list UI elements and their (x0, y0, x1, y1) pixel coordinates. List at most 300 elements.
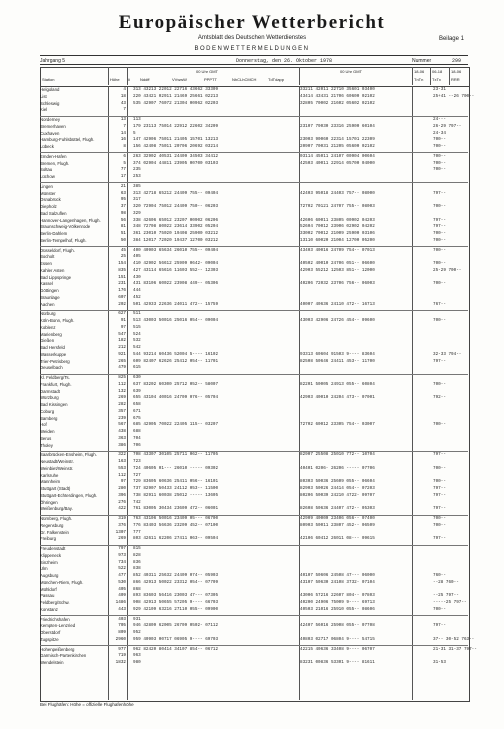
station-row (40, 560, 468, 565)
obs-group-2: 72702 60012 23305 754-- 03007 (300, 422, 375, 428)
station-name: Deuselbach (40, 365, 63, 371)
obs-group-1: 317 (133, 197, 141, 203)
obs-group-2: 93313 60604 91503 9---- 83604 (300, 351, 375, 357)
obs-group-1: 777 (133, 529, 141, 535)
station-height: 522 (118, 566, 126, 572)
station-row (40, 553, 468, 558)
station-name: Bremen, Flugh. (40, 160, 70, 166)
obs-group-1: 803 42611 62206 27411 063-- 09504 (133, 536, 219, 542)
obs-extra: 700-- (433, 479, 446, 485)
obs-group-1: 852 40311 25632 24409 074-- 05903 (133, 573, 219, 578)
station-row (40, 607, 468, 612)
station-row (40, 107, 468, 112)
obs-group-2: 40206 72032 23706 756-- 06003 (300, 281, 375, 287)
obs-extra: -----25 797-- (433, 600, 467, 605)
station-name: Bad Lippspringe (40, 274, 72, 280)
station-row (40, 224, 468, 229)
station-name: Weißenburg/Bay. (40, 506, 73, 512)
station-row (40, 144, 468, 149)
obs-extra: 700-- (433, 381, 446, 387)
station-height: 1307 (115, 529, 126, 535)
obs-group-1: 658 (133, 402, 141, 407)
col-t2: 06-18 (432, 69, 443, 74)
beilage-label: Beilage 1 (438, 36, 464, 42)
obs-extra: 24-34 (433, 130, 446, 136)
station-row (40, 268, 468, 273)
station-name: Braunschweig-Völkenrode (40, 224, 91, 230)
station-name: Kiel (40, 107, 48, 113)
station-name: Norderney (40, 117, 61, 122)
station-name: Gießen (40, 338, 55, 344)
obs-group-1: 320 72904 75012 24409 750-- 06203 (133, 204, 219, 209)
station-name: Essen (40, 261, 52, 266)
station-row (40, 573, 468, 578)
obs-group-1: 946 42809 62005 26709 0502- 07112 (133, 623, 219, 629)
station-name: Bamberg (40, 415, 58, 421)
obs-group-1: 410 42902 56612 25909 0642- 09004 (133, 261, 219, 266)
station-name: Hohenpeißenberg (40, 646, 75, 652)
station-row (40, 617, 468, 622)
station-name: Gr. Falkenstein (40, 529, 69, 535)
obs-group-1: 763 43106 50016 23409 05--- 06700 (133, 516, 219, 521)
station-name: Stuttgart-Echterdingen, Flugh. (40, 492, 98, 498)
obs-extra: 32-33 794-- (433, 351, 462, 357)
obs-group-1: 329 (133, 210, 141, 216)
station-row (40, 402, 468, 407)
station-row (40, 101, 468, 106)
report-subtitle: Amtsblatt des Deutschen Wetterdienstes (197, 35, 307, 41)
station-height: 2960 (115, 636, 126, 642)
obs-group-1: 235 (133, 167, 141, 173)
obs-group-2: 33211 42011 22710 35601 03400 (300, 87, 375, 92)
obs-group-1: 706 (133, 442, 141, 448)
station-name: Kassel (40, 281, 53, 287)
station-height: 56 (120, 217, 126, 223)
station-name: Regensburg (40, 522, 64, 528)
obs-group-2: 80903 50011 23807 452-- 06509 (300, 522, 375, 528)
station-list (40, 87, 477, 699)
station-name: Diepholz (40, 204, 57, 209)
obs-group-1: 313 42718 65212 24409 755-- 09404 (133, 190, 219, 196)
station-name: Feldberg/Schw. (40, 600, 70, 605)
nummer-value: 299 (452, 58, 462, 64)
obs-extra: 797-- (433, 217, 446, 223)
station-row (40, 653, 468, 658)
obs-extra: 25-29 700-- (433, 267, 462, 273)
station-name: Würzburg (40, 395, 59, 401)
station-height: 553 (118, 465, 126, 471)
station-row (40, 452, 468, 457)
obs-extra: 797-- (433, 623, 446, 629)
obs-group-2: 82907 25508 25010 772-- 10704 (300, 452, 375, 458)
station-row (40, 479, 468, 484)
station-name: Cuxhaven (40, 130, 60, 136)
station-height: 409 (118, 593, 126, 599)
station-row (40, 359, 468, 364)
obs-group-2: 40401 0206- 26206 ----- 07706 (300, 465, 375, 471)
station-height: 112 (118, 472, 126, 478)
station-name: Berlin-Tempelhof, Flugh. (40, 237, 87, 243)
station-name: Ulm (40, 566, 48, 572)
station-name: Augsburg (40, 573, 59, 578)
station-name: Freudenstadt (40, 546, 66, 551)
station-height: 63 (120, 190, 126, 196)
station-row (40, 161, 468, 166)
station-name: Hof (40, 422, 47, 428)
station-row (40, 600, 468, 605)
obs-group-1: 532 (133, 338, 141, 344)
obs-extra: 25+41 --26 700-- (433, 93, 475, 99)
obs-group-1: 737 82907 50433 24112 053-- 11500 (133, 486, 219, 491)
station-height: 607 (118, 294, 126, 300)
obs-group-1: 655 43104 40016 24709 076-- 05704 (133, 395, 219, 401)
station-name: Berlin-Dahlem (40, 231, 68, 236)
station-height: 376 (118, 522, 126, 528)
station-row (40, 566, 468, 571)
obs-group-1: 671 (133, 408, 141, 414)
obs-group-1: 639 (133, 388, 141, 394)
station-name: Öhringen (40, 499, 58, 505)
col-ii: ii (128, 77, 130, 82)
station-row (40, 536, 468, 541)
obs-group-1: 931 (133, 616, 141, 622)
col-c2: VVwwW (172, 77, 187, 82)
obs-group-1: 361 23010 75020 19408 25900 03212 (133, 231, 219, 236)
obs-group-2: 43003 42906 24726 454-- 09600 (300, 318, 375, 323)
station-height: 396 (118, 492, 126, 498)
station-row (40, 365, 468, 370)
station-height: 719 (118, 653, 126, 659)
obs-group-1: 385 (133, 183, 141, 189)
station-height: 239 (118, 415, 126, 421)
station-height: 921 (118, 351, 126, 357)
station-height: 322 (118, 452, 126, 458)
station-name: Wasserkuppe (40, 351, 67, 357)
station-row (40, 587, 468, 592)
obs-group-1: 253 (133, 174, 141, 179)
station-name: Sinzheim (40, 559, 58, 565)
col-c3: PPPTT (204, 77, 217, 82)
station-height: 25 (120, 254, 126, 260)
station-row (40, 325, 468, 330)
obs-extra: 797-- (433, 536, 446, 542)
obs-extra: 26-29 797-- (433, 123, 462, 129)
station-name: Göttingen (40, 288, 59, 293)
obs-group-1: 535 42907 76072 21304 00962 02203 (133, 100, 219, 106)
station-height: 443 (118, 606, 126, 612)
obs-group-2: 80303 50036 25609 055-- 06604 (300, 479, 375, 485)
station-height: 8 (123, 144, 126, 149)
obs-group-2: 42903 40010 24204 473-- 07001 (300, 395, 375, 401)
station-name: Nürburg (40, 311, 56, 317)
obs-extra: 797-- (433, 486, 446, 491)
station-height: 16 (120, 137, 126, 143)
station-height: 386 (118, 442, 126, 448)
station-height: 151 (118, 274, 126, 280)
header-rule-top (40, 55, 468, 56)
obs-extra: 700-- (433, 231, 446, 236)
station-row (40, 466, 468, 471)
station-height: 282 (118, 402, 126, 407)
obs-group-2: 13110 60020 21004 12700 05200 (300, 237, 375, 243)
station-name: Bocholt (40, 254, 55, 260)
obs-group-1: 685 42905 70022 22405 115-- 03207 (133, 422, 219, 428)
obs-extra: 700-- (433, 465, 446, 471)
obs-group-2: 82508 50646 24411 453-- 11700 (300, 358, 375, 364)
station-height: 797 (118, 546, 126, 551)
col-hoehe: Höhe (110, 77, 120, 82)
footnote: Bei Flughäfen: Höhe = offizielle Flughafenhöhe (40, 702, 134, 707)
obs-extra: 797-- (433, 224, 446, 230)
station-row (40, 184, 468, 189)
station-row (40, 636, 475, 642)
station-row (40, 191, 468, 196)
station-height: 21 (120, 183, 126, 189)
obs-extra: 760-- (433, 573, 446, 578)
station-height: 438 (118, 429, 126, 434)
obs-group-1: 738 82911 60038 25012 ----- 13605 (133, 492, 219, 498)
station-row (40, 281, 468, 286)
obs-group-1: 220 43421 02911 21469 25661 02213 (133, 93, 219, 99)
obs-group-1: 742 (133, 499, 141, 505)
station-name: Passau (40, 593, 55, 599)
station-name: Kahler Asten (40, 267, 65, 273)
obs-extra: 700-- (433, 167, 446, 173)
station-name: Weinbiet/Weinstr. (40, 465, 74, 471)
station-name: Zugspitze (40, 636, 59, 642)
station-row (40, 288, 468, 293)
obs-extra: 37-- 30-52 763-- (433, 636, 475, 642)
station-name: Braunlage (40, 294, 60, 300)
obs-group-1: 893 83603 56416 23003 47--- 07305 (133, 593, 219, 599)
station-name: Soltau (40, 167, 53, 173)
obs-group-1: 524 (133, 331, 141, 337)
station-height: 405 (118, 586, 126, 592)
obs-group-1: 675 (133, 415, 141, 421)
obs-group-1: 615 (133, 365, 141, 371)
station-height: 734 (118, 559, 126, 565)
station-name: Stuttgart (Stadt) (40, 486, 71, 491)
obs-group-2: 42903 55212 12503 851-- 12000 (300, 267, 375, 273)
station-height: 17 (120, 174, 126, 179)
obs-group-2: 43107 50630 24108 3732- 07104 (300, 579, 375, 585)
station-height: 7 (123, 123, 126, 129)
station-row (40, 486, 468, 491)
station-name: Mannheim (40, 479, 61, 485)
station-height: 154 (118, 261, 126, 266)
obs-group-2: 23003 90060 22314 15701 22309 (300, 137, 375, 143)
obs-extra: 792-- (433, 395, 446, 401)
station-row (40, 302, 468, 307)
station-row (40, 630, 468, 635)
station-name: Lüchow (40, 174, 55, 179)
obs-group-1: 431 83106 60022 23908 449-- 05306 (133, 281, 219, 287)
col-t1: 18-06 (414, 69, 425, 74)
station-name: Tholey (40, 442, 53, 448)
station-row (40, 473, 468, 478)
obs-group-2: 82903 50026 24414 054-- 07203 (300, 486, 375, 491)
obs-group-2: 32805 70002 21602 05602 02102 (300, 100, 375, 106)
col-c1: Nddff (140, 77, 150, 82)
station-name: Helgoland (40, 87, 60, 92)
obs-group-2: 72702 70121 24707 755-- 08003 (300, 204, 375, 209)
obs-group-2: 40200 24906 75009 9---- 69713 (300, 600, 375, 605)
obs-extra: 700-- (433, 606, 446, 612)
obs-extra: 700-- (433, 261, 446, 266)
station-name: Emden-Hafen (40, 153, 67, 159)
station-height: 809 (118, 630, 126, 635)
station-height: 6 (123, 153, 126, 159)
station-name: Schleswig (40, 100, 60, 106)
station-height: 705 (118, 623, 126, 629)
obs-group-1: 348 72708 80022 23614 33902 05204 (133, 224, 219, 230)
obs-group-1: 511 (133, 311, 141, 317)
station-height: 81 (120, 224, 126, 230)
station-name: Weiden (40, 429, 55, 434)
station-row (40, 87, 468, 92)
obs-extra: 31-53 (433, 660, 446, 665)
obs-group-1: 542 (133, 345, 141, 350)
station-row (40, 443, 468, 448)
obs-group-1: 384 12017 72020 19437 12700 03212 (133, 237, 219, 243)
obs-group-2: 40503 21016 25910 055-- 08606 (300, 606, 375, 612)
station-name: Garmisch-Partenkirchen (40, 653, 87, 659)
station-name: Trier-Petrisberg (40, 358, 70, 364)
obs-group-1: 952 (133, 630, 141, 635)
station-height: 977 (118, 646, 126, 652)
obs-group-1: 959 40903 00717 06905 9---- 69703 (133, 636, 219, 642)
station-row (40, 174, 468, 179)
obs-group-1: 815 (133, 546, 141, 551)
station-row (40, 422, 468, 427)
obs-group-2: 82201 50005 24913 055-- 60804 (300, 381, 375, 387)
station-row (40, 593, 468, 598)
col-s1: TnTn (414, 77, 424, 82)
station-name: Bad Kissingen (40, 402, 68, 407)
station-name: Karlsruhe (40, 472, 59, 478)
obs-group-1: 776 83403 56636 23209 452-- 07100 (133, 522, 219, 528)
obs-group-1: 724 40605 01--- 26010 ----- 09302 (133, 465, 219, 471)
obs-group-1: 962 82420 80414 34107 854-- 06712 (133, 646, 219, 652)
obs-extra: 797-- (433, 506, 446, 512)
obs-extra: 797-- (433, 492, 446, 498)
obs-group-2: 43403 40016 24709 754-- 07013 (300, 247, 375, 253)
station-name: Oberstdorf (40, 630, 61, 635)
obs-extra: 23-31 (433, 87, 446, 92)
obs-group-2: 03114 45011 24107 00904 00604 (300, 153, 375, 159)
obs-group-1: 637 83202 60300 25712 052-- 58007 (133, 381, 219, 387)
obs-group-1: 929 42109 63216 27110 055-- 09900 (133, 606, 219, 612)
station-row (40, 530, 468, 535)
station-height: 51 (120, 231, 126, 236)
col-station: Station (42, 77, 55, 82)
station-name: Neustadt/Weinstr. (40, 459, 74, 464)
station-height: 37 (120, 204, 126, 209)
obs-extra: 700-- (433, 204, 446, 209)
station-height: 357 (118, 408, 126, 414)
station-height: 182 (118, 338, 126, 344)
station-row (40, 275, 468, 280)
station-height: 95 (120, 197, 126, 203)
obs-group-1: 263 32902 40531 24409 34503 34412 (133, 153, 219, 159)
obs-extra: 24--- (433, 117, 446, 122)
station-row (40, 311, 468, 316)
station-height: 7 (123, 107, 126, 113)
obs-group-1: 501 42933 22636 24011 472-- 15759 (133, 301, 219, 307)
obs-group-2: 42909 40009 23406 056-- 07400 (300, 516, 375, 521)
header-rule-bottom (40, 64, 468, 65)
station-name: Frankfurt, Flugh. (40, 381, 72, 387)
obs-extra: 700-- (433, 247, 446, 253)
station-row (40, 93, 475, 99)
obs-group-1: 156 42408 75011 20706 20692 03214 (133, 144, 219, 149)
obs-group-1: 609 82407 62626 25412 054-- 11701 (133, 358, 219, 364)
station-row (40, 218, 468, 223)
station-row (40, 332, 468, 337)
station-row (40, 580, 468, 585)
obs-group-1: 868 (133, 586, 141, 592)
station-height: 363 (118, 435, 126, 441)
station-row (40, 459, 468, 464)
obs-extra: 21-31 31-37 797-- (433, 646, 477, 652)
col-s2: TxTx (432, 77, 441, 82)
col-t3: 18-06 (451, 69, 462, 74)
station-name: München-Riem, Flugh. (40, 579, 84, 585)
station-name: List (40, 93, 47, 99)
obs-extra: 700-- (433, 160, 446, 166)
jahrgang-label: Jahrgang 5 (40, 58, 66, 64)
obs-group-2: 43006 57216 22607 804-- 07803 (300, 593, 375, 599)
station-height: 265 (118, 358, 126, 364)
obs-extra: 797-- (433, 358, 446, 364)
obs-group-1: 179 23113 75014 22912 22602 34209 (133, 123, 219, 129)
obs-group-2: 42403 95018 24403 757-- 08000 (300, 190, 375, 196)
station-name: Lübeck (40, 144, 54, 149)
station-row (40, 436, 468, 441)
obs-extra: 700-- (433, 237, 446, 243)
station-row (40, 389, 468, 394)
station-row (40, 500, 468, 505)
station-height: 269 (118, 395, 126, 401)
station-name: Koblenz (40, 324, 56, 330)
col-c5: TdTdapp (268, 77, 285, 82)
obs-group-1: 761 83005 30434 23609 472-- 06001 (133, 506, 219, 512)
station-height: 269 (118, 536, 126, 542)
station-height: 825 (118, 375, 126, 380)
obs-group-1: 630 (133, 375, 141, 380)
station-row (40, 375, 468, 380)
obs-extra: 700-- (433, 144, 446, 149)
station-height: 97 (120, 324, 126, 330)
obs-group-1: 963 (133, 653, 141, 659)
obs-group-1: 836 (133, 559, 141, 565)
station-name: Berus (40, 435, 52, 441)
station-height: 77 (120, 167, 126, 173)
obs-group-1: 113 (133, 117, 141, 122)
obs-extra: 700-- (433, 522, 446, 528)
obs-extra: 700-- (433, 318, 446, 323)
station-row (40, 516, 468, 521)
obs-group-2: 20907 70031 21205 05600 02102 (300, 144, 375, 149)
col-time2: 00 Uhr GMT (340, 69, 363, 74)
station-name: Freiburg (40, 536, 57, 542)
station-row (40, 646, 477, 652)
station-height: 835 (118, 267, 126, 273)
station-name: Hamburg-Fuhlsbüttel, Flugh. (40, 137, 95, 143)
station-row (40, 238, 468, 243)
station-name: Mühldorf (40, 586, 57, 592)
col-s3: RRR (451, 77, 460, 82)
